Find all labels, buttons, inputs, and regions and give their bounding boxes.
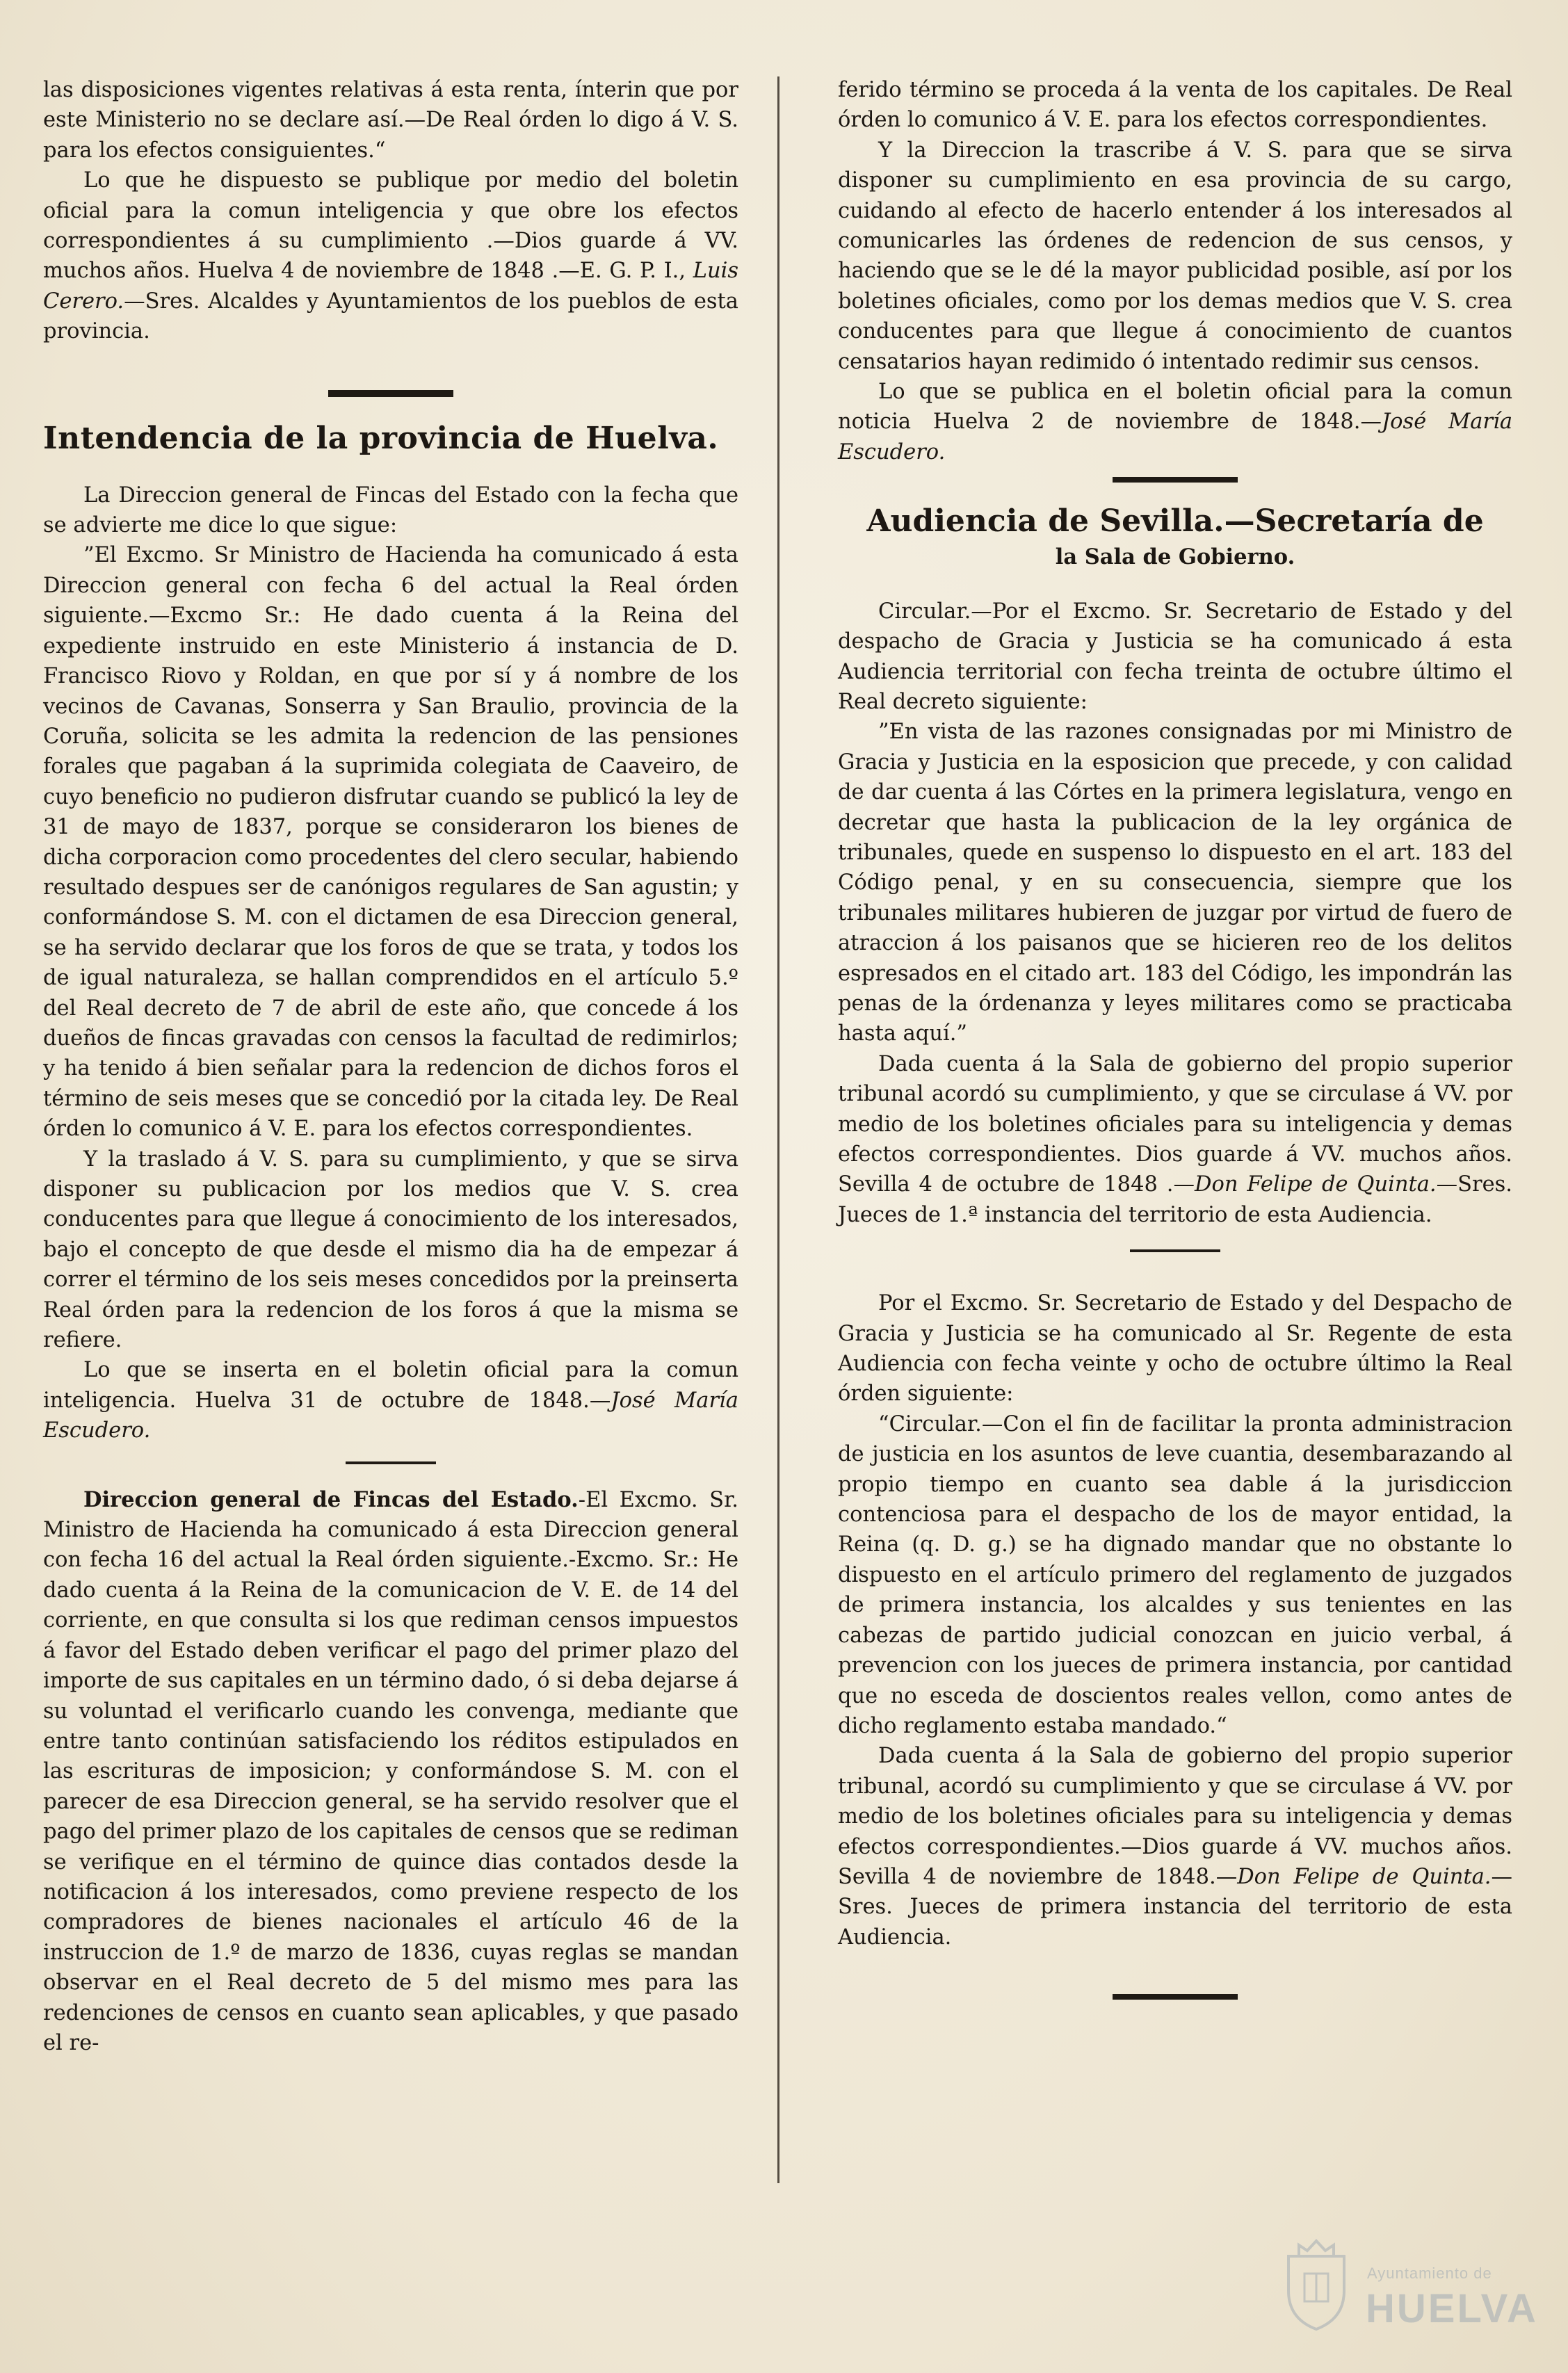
paragraph (838, 377, 1512, 467)
paragraph-text: -El Excmo. Sr. Ministro de Hacienda ha comunicado á esta Direccion general con fecha 16 del actual la Real órden siguiente.-Excmo. Sr.: He dado cuenta á la Reina de la comunicacion de V. E. de 14 del corriente, en que consulta si los que rediman censos impuestos á favor del Estado deben verificar el pago del primer plazo del importe de sus capitales en un término dado, ó si deba dejarse á su voluntad el verificarlo cuando les convenga, mediante que entre tanto continúan satisfaciendo los réditos estipulados en las escrituras de imposicion; y conformándose S. M. con el parecer de esa Direccion general, se ha servido resolver que el pago del primer plazo de los capitales de censos que se rediman se verifique en el término de quince dias contados desde la notificacion á los interesados, como previene respecto de los compradores de bienes nacionales el artículo 46 de la instruccion de 1.º de marzo de 1836, cuyas reglas se mandan observar en el Real decreto de 5 del mismo mes para las redenciones de censos en cuanto sean aplicables, y que pasado el re- (43, 1487, 738, 2055)
column-divider (777, 76, 779, 2183)
paragraph (838, 1049, 1512, 1230)
paragraph-text: Lo que se publica en el boletin oficial para la comun noticia Huelva 2 de noviembre de 1848.— (838, 380, 1512, 435)
paragraph-text: —Sres. Jueces de primera instancia del territorio de esta Audiencia. (838, 1864, 1512, 1950)
section-divider (346, 1461, 436, 1464)
paragraph: “Circular.—Con el fin de facilitar la pronta administracion de justicia en los asuntos de leve cuantia, desembarazando al propio tiempo en cuanto sea dable á la jurisdiccion contenciosa para el despacho de los de mayor entidad, la Reina (q. D. g.) se ha dignado mandar que no obstante lo dispuesto en el artículo primero del reglamento de juzgados de primera instancia, los alcaldes y sus tenientes en las cabezas de partido judicial conozcan en juicio verbal, á prevencion con los jueces de primera instancia, por cantidad que no esceda de doscientos reales vellon, como antes de dicho reglamento estaba mandado.“ (838, 1411, 1512, 1738)
paragraph-text: —Sres. Alcaldes y Ayuntamientos de los pueblos de esta provincia. (43, 289, 738, 344)
paragraph: ”En vista de las razones consignadas por mi Ministro de Gracia y Justicia en la esposicion que precede, y con calidad de dar cuenta á las Córtes en la primera legislatura, vengo en decretar que hasta la publicacion de la ley orgánica de tribunales, quede en suspenso lo dispuesto en el art. 183 del Código penal, y en su consecuencia, siempre que los tribunales militares hubieren de juzgar por virtud de fuero de atraccion á los paisanos que se hicieren reo de los delitos espresados en el citado art. 183 del Código, les impondrán las penas de la órdenanza y leyes militares como se practicaba hasta aquí.” (838, 720, 1512, 1046)
paragraph (43, 1355, 738, 1445)
watermark (1278, 2235, 1538, 2354)
paragraph (43, 1485, 738, 2059)
paragraph: Y la Direccion la trascribe á V. S. para que se sirva disponer su cumplimiento en esa provincia de su cargo, cuidando al efecto de hacerlo entender á los interesados al comunicarles las órdenes de redencion de sus censos, y haciendo que se le dé la mayor publicidad posible, así por los boletines oficiales, como por los demas medios que V. S. crea conducentes para que llegue á conocimiento de cuantos censatarios hayan redimido ó intentado redimir sus censos. (838, 138, 1512, 374)
signature: José María Escudero. (838, 410, 1513, 464)
paragraph: las disposiciones vigentes relativas á esta renta, ínterin que por este Ministerio no se declare así.—De Real órden lo digo á V. S. para los efectos consiguientes.“ (43, 78, 738, 163)
paragraph: Por el Excmo. Sr. Secretario de Estado y del Despacho de Gracia y Justicia se ha comunicado al Sr. Regente de esta Audiencia con fecha veinte y ocho de octubre último la Real órden siguiente: (838, 1291, 1512, 1407)
section-subtitle: la Sala de Gobierno. (1055, 544, 1295, 570)
crest-icon (1278, 2235, 1355, 2333)
right-column (838, 75, 1512, 2018)
paragraph: La Direccion general de Fincas del Estado con la fecha que se advierte me dice lo que sigue: (43, 483, 738, 538)
end-divider (1113, 1994, 1238, 2000)
section-divider (1130, 1249, 1220, 1252)
left-column (43, 75, 738, 2058)
paragraph-text: Lo que he dispuesto se publique por medio del boletin oficial para la comun inteligencia y que obre los efectos correspondientes á su cumplimiento .—Dios guarde á VV. muchos años. Huelva 4 de noviembre de 1848 .—E. G. P. I., (43, 168, 738, 284)
signature: Luis Cerero. (43, 259, 738, 314)
signature: Don Felipe de Quinta. (1195, 1172, 1437, 1197)
paragraph (838, 1741, 1512, 1952)
paragraph-lead: Direccion general de Fincas del Estado. (83, 1487, 579, 1512)
paragraph: ferido término se proceda á la venta de los capitales. De Real órden lo comunico á V. E. para los efectos correspondientes. (838, 78, 1512, 133)
paragraph: Y la traslado á V. S. para su cumplimiento, y que se sirva disponer su publicacion por los medios que V. S. crea conducentes para que llegue á conocimiento de los interesados, bajo el concepto de que desde el mismo dia ha de empezar á correr el término de los seis meses concedidos por la preinserta Real órden para la redencion de los foros á que la misma se refiere. (43, 1147, 738, 1353)
watermark-big-text: HUELVA (1366, 2286, 1538, 2331)
paragraph: ”El Excmo. Sr Ministro de Hacienda ha comunicado á esta Direccion general con fecha 6 del actual la Real órden siguiente.—Excmo Sr.: He dado cuenta á la Reina del expediente instruido en este Ministerio á instancia de D. Francisco Riovo y Roldan, en que por sí y á nombre de los vecinos de Cavanas, Sonserra y San Braulio, provincia de la Coruña, solicita se les admita la redencion de las pensiones forales que pagaban á la suprimida colegiata de Caaveiro, de cuyo beneficio no pudieron disfrutar cuando se publicó la ley de 31 de mayo de 1837, porque se consideraron los bienes de dicha corporacion como procedentes del clero secular, habiendo resultado despues ser de canónigos regulares de San agustin; y conformándose S. M. con el dictamen de esa Direccion general, se ha servido declarar que los foros de que se trata, y todos los de igual naturaleza, se hallan comprendidos en el artículo 5.º del Real decreto de 7 de abril de este año, que concede á los dueños de fincas gravadas con censos la facultad de redimirlos; y ha tenido á bien señalar para la redencion de dichos foros el término de seis meses que se concedió por la citada ley. De Real órden lo comunico á V. E. para los efectos correspondientes. (43, 543, 738, 1142)
section-divider (328, 390, 453, 397)
section-title-intendencia: Intendencia de la provincia de Huelva. (43, 420, 719, 456)
paragraph-text: Dada cuenta á la Sala de gobierno del propio superior tribunal acordó su cumplimiento, y que se circulase á VV. por medio de los boletines oficiales para su inteligencia y demas efectos correspondientes. Dios guarde á VV. muchos años. Sevilla 4 de octubre de 1848 .— (838, 1051, 1512, 1197)
paragraph (43, 165, 738, 346)
paragraph-text: Dada cuenta á la Sala de gobierno del propio superior tribunal, acordó su cumplimiento y que se circulase á VV. por medio de los boletines oficiales para su inteligencia y demas efectos correspondientes.—Dios guarde á VV. muchos años. Sevilla 4 de noviembre de 1848.— (838, 1744, 1512, 1889)
section-title-audiencia: Audiencia de Sevilla.—Secretaría de (866, 503, 1484, 540)
signature: José María Escudero. (43, 1388, 738, 1443)
paragraph-text: Lo que se inserta en el boletin oficial para la comun inteligencia. Huelva 31 de octubre de 1848.— (43, 1358, 738, 1413)
watermark-small-text: Ayuntamiento de (1367, 2265, 1492, 2282)
section-divider (1113, 477, 1238, 483)
paragraph-text: —Sres. Jueces de 1.ª instancia del territorio de esta Audiencia. (838, 1172, 1512, 1227)
signature: Don Felipe de Quinta. (1237, 1864, 1492, 1889)
paragraph: Circular.—Por el Excmo. Sr. Secretario de Estado y del despacho de Gracia y Justicia se ha comunicado á esta Audiencia territorial con fecha treinta de octubre último el Real decreto siguiente: (838, 599, 1512, 714)
